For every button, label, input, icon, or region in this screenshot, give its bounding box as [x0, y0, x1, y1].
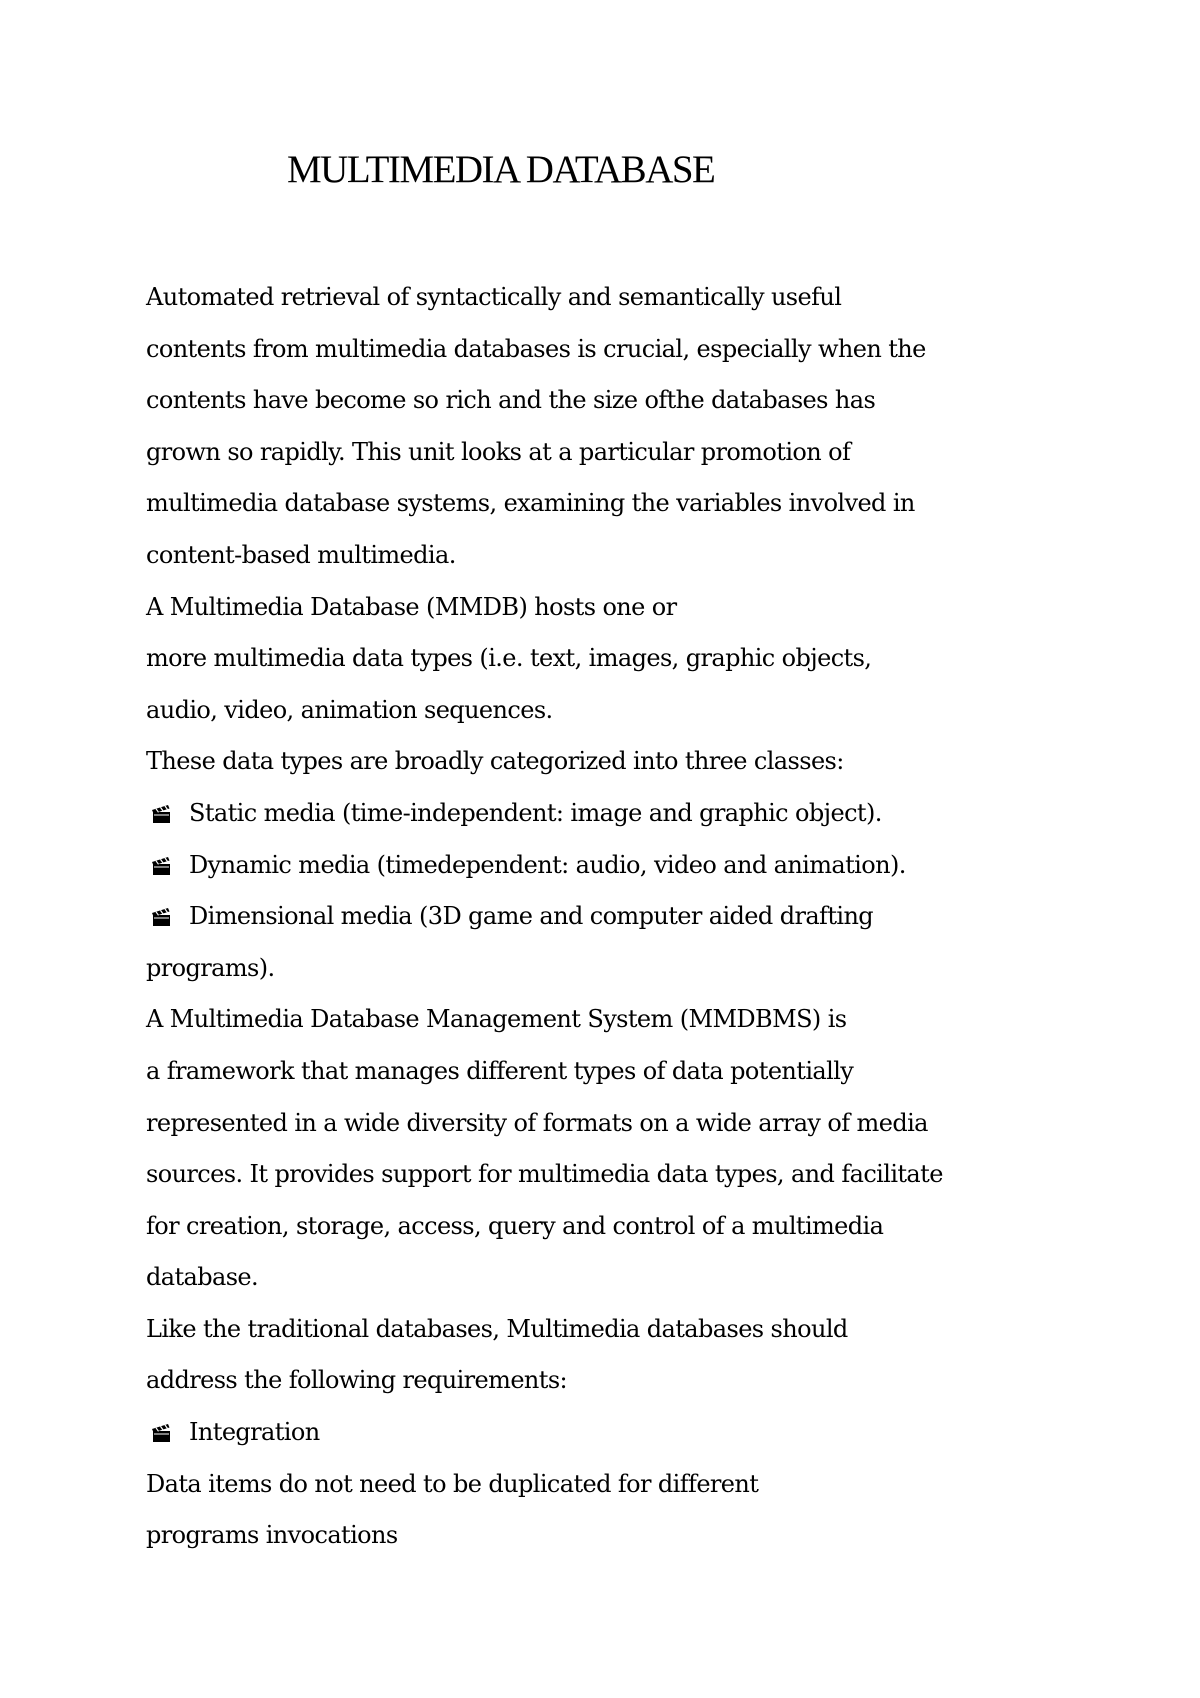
document-body [146, 272, 1146, 1562]
line-text: grown so rapidly. This unit looks at a particular promotion of [146, 437, 851, 466]
text-line [146, 633, 1146, 685]
text-line [146, 1355, 1146, 1407]
line-text: contents from multimedia databases is crucial, especially when the [146, 334, 926, 363]
text-line [146, 1098, 1146, 1150]
text-line [146, 1201, 1146, 1253]
text-line [146, 375, 1146, 427]
clapperboard-icon [151, 907, 174, 927]
line-text: for creation, storage, access, query and control of a multimedia [146, 1211, 884, 1240]
clapperboard-icon [151, 856, 174, 876]
text-line [146, 530, 1146, 582]
text-line [146, 1252, 1146, 1304]
line-text: audio, video, animation sequences. [146, 695, 553, 724]
text-line [146, 427, 1146, 479]
clapperboard-icon [151, 804, 174, 824]
line-text: Automated retrieval of syntactically and semantically useful [146, 283, 842, 311]
text-line [146, 1510, 1146, 1562]
line-text: A Multimedia Database Management System (MMDBMS) is [146, 1005, 847, 1034]
line-text: represented in a wide diversity of formats on a wide array of media [146, 1108, 928, 1137]
text-line [146, 1046, 1146, 1098]
text-line [146, 1459, 1146, 1511]
clapperboard-icon [151, 1423, 174, 1443]
text-line [146, 478, 1146, 530]
line-text: a framework that manages different types of data potentially [146, 1056, 854, 1085]
line-text: content-based multimedia. [146, 540, 456, 569]
line-text: programs). [146, 953, 275, 982]
line-text: database. [146, 1263, 259, 1292]
line-text: Dynamic media (timedependent: audio, video and animation). [189, 850, 906, 879]
bullet-item [146, 840, 1146, 892]
line-text: more multimedia data types (i.e. text, images, graphic objects, [146, 644, 872, 673]
text-line [146, 943, 1146, 995]
text-line [146, 272, 1146, 324]
text-line [146, 1304, 1146, 1356]
text-line [146, 736, 1146, 788]
line-text: Like the traditional databases, Multimedia databases should [146, 1314, 848, 1343]
text-line [146, 1149, 1146, 1201]
line-text: These data types are broadly categorized into three classes: [146, 747, 844, 776]
line-text: Dimensional media (3D game and computer aided drafting [189, 902, 874, 931]
text-line [146, 685, 1146, 737]
text-line [146, 994, 1146, 1046]
line-text: Integration [189, 1418, 320, 1447]
line-text: sources. It provides support for multimedia data types, and facilitate [146, 1160, 943, 1189]
bullet-item [146, 891, 1146, 943]
line-text: address the following requirements: [146, 1366, 568, 1395]
line-text: A Multimedia Database (MMDB) hosts one or [146, 592, 677, 621]
bullet-item [146, 1407, 1146, 1459]
line-text: contents have become so rich and the size ofthe databases has [146, 386, 876, 415]
text-line [146, 582, 1146, 634]
line-text: Static media (time-independent: image and graphic object). [189, 798, 882, 827]
page-title: MULTIMEDIA DATABASE [287, 148, 715, 191]
text-line [146, 324, 1146, 376]
bullet-item [146, 788, 1146, 840]
line-text: programs invocations [146, 1521, 398, 1550]
line-text: multimedia database systems, examining the variables involved in [146, 489, 915, 518]
line-text: Data items do not need to be duplicated for different [146, 1469, 759, 1498]
